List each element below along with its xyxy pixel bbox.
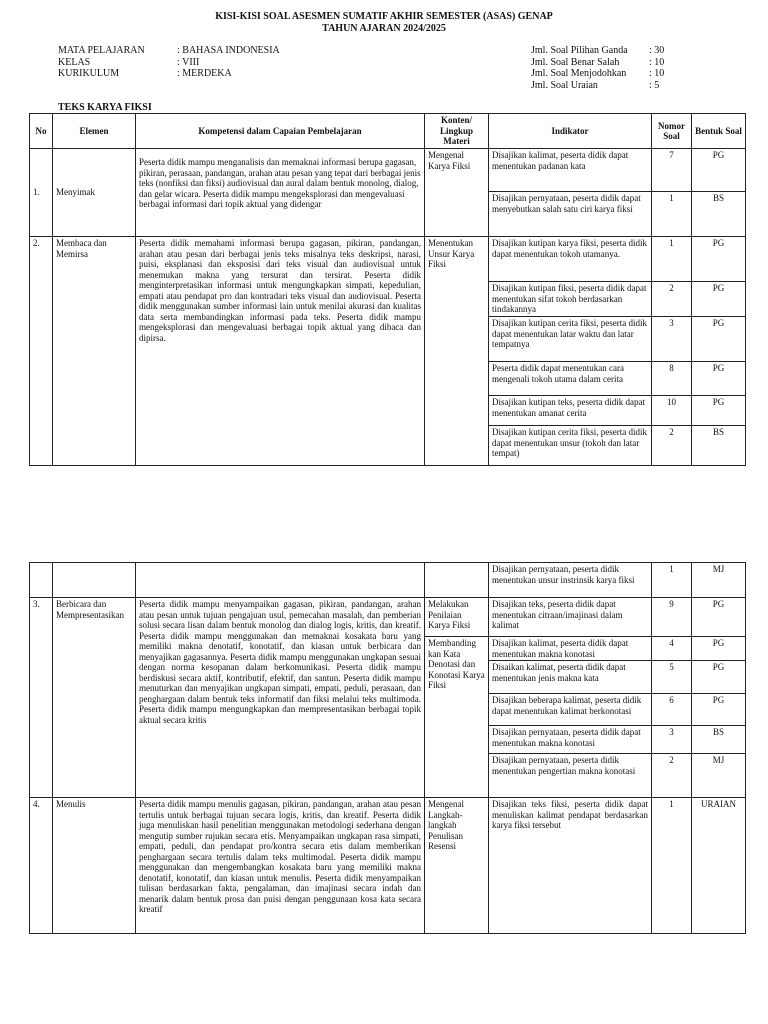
- indikator-cell: Disajikan teks fiksi, peserta didik dapat menuliskan kalimat pendapat berdasarkan karya fiksi tersebut: [489, 798, 652, 934]
- elemen-cell: [53, 563, 136, 598]
- info-value: : 10: [649, 56, 665, 68]
- bentuk-soal-cell: BS: [692, 426, 746, 466]
- kompetensi-cell: Peserta didik mampu menyampaikan gagasan, pikiran, pandangan, arahan atau pesan untuk tujuan pengajuan usul, pemecahan masalah, dan pemberian solusi secara lisan dalam bentuk monolog dan dialog logis, kritis, dan kreatif. Peserta didik mampu menggunakan dan memaknai kosakata baru yang memiliki makna denotatif, konotatif, dan kiasan untuk berbicara dan menyajikan gagasannya. Peserta didik mampu menggunakan ungkapan sesuai dengan norma kesopanan dalam berkomunikasi. Peserta didik mampu berdiskusi secara aktif, kontributif, efektif, dan santun. Peserta didik mampu menuturkan dan menyajikan ungkapan simpati, empati, peduli, perasaan, dan penghargaan dalam bentuk teks informatif dan fiksi melalui teks multimoda. Peserta didik mampu mengungkapkan dan mempresentasikan berbagai topik aktual secara kritis: [136, 598, 425, 798]
- row-number: 2.: [30, 237, 53, 466]
- row-number: 4.: [30, 798, 53, 934]
- bentuk-soal-cell: PG: [692, 661, 746, 694]
- table-row: [30, 798, 746, 934]
- col-header-kompetensi: Kompetensi dalam Capaian Pembelajaran: [136, 114, 425, 149]
- nomor-soal-cell: 2: [652, 426, 692, 466]
- nomor-soal-cell: 5: [652, 661, 692, 694]
- info-row: [531, 57, 664, 69]
- indikator-cell: Disajikan pernyataan, peserta didik dapat menentukan makna konotasi: [489, 726, 652, 754]
- section-title: TEKS KARYA FIKSI: [58, 102, 152, 113]
- indikator-cell: Disajikan kutipan karya fiksi, peserta didik dapat menentukan tokoh utamanya.: [489, 237, 652, 282]
- indikator-cell: Disajikan kutipan fiksi, peserta didik dapat menentukan sifat tokoh berdasarkan tindakannya: [489, 282, 652, 317]
- info-row: [58, 68, 280, 80]
- nomor-soal-cell: 7: [652, 149, 692, 192]
- indikator-cell: Peserta didik dapat menentukan cara mengenali tokoh utama dalam cerita: [489, 362, 652, 396]
- kompetensi-cell: [136, 563, 425, 598]
- bentuk-soal-cell: MJ: [692, 754, 746, 798]
- info-label: KELAS: [58, 56, 91, 68]
- nomor-soal-cell: 3: [652, 726, 692, 754]
- col-header-indikator: Indikator: [489, 114, 652, 149]
- table-row: [30, 237, 746, 282]
- indikator-cell: Disajikan beberapa kalimat, peserta didik dapat menentukan kalimat berkonotasi: [489, 694, 652, 726]
- info-row: [531, 45, 664, 57]
- konten-cell: Melakukan Penilaian Karya Fiksi: [425, 598, 489, 637]
- nomor-soal-cell: 3: [652, 317, 692, 362]
- info-label: KURIKULUM: [58, 68, 120, 79]
- col-header-konten: Konten/ Lingkup Materi: [425, 114, 489, 149]
- info-right: [531, 45, 664, 91]
- nomor-soal-cell: 1: [652, 192, 692, 237]
- indikator-cell: Disajikan pernyataan, peserta didik dapat menyebutkan salah satu ciri karya fiksi: [489, 192, 652, 237]
- info-row: [531, 80, 664, 92]
- col-header-no: No: [30, 114, 53, 149]
- elemen-cell: Membaca dan Memirsa: [53, 237, 136, 466]
- info-row: [531, 68, 664, 80]
- indikator-cell: Disajikan kutipan cerita fiksi, peserta didik dapat menentukan latar waktu dan latar tempatnya: [489, 317, 652, 362]
- bentuk-soal-cell: MJ: [692, 563, 746, 598]
- nomor-soal-cell: 2: [652, 754, 692, 798]
- kompetensi-cell: Peserta didik mampu menulis gagasan, pikiran, pandangan, arahan atau pesan tertulis untuk berbagai tujuan secara logis, kritis, dan kreatif. Peserta didik juga menuliskan hasil penelitian menggunakan metodologi sederhana dengan mengutip sumber rujukan secara etis. Menyampaikan ungkapan rasa simpati, empati, peduli, dan pendapat pro/kontra secara etis dalam memberikan penghargaan secara tertulis dalam teks multimodal. Peserta didik mampu menggunakan dan mengembangkan kosakata baru yang memiliki makna denotatif, konotatif, dan kiasan untuk menulis. Peserta didik menyampaikan tulisan berdasarkan fakta, pengalaman, dan imajinasi secara indah dan menarik dalam bentuk prosa dan puisi dengan penggunaan kosa kata secara kreatif: [136, 798, 425, 934]
- bentuk-soal-cell: PG: [692, 317, 746, 362]
- kompetensi-cell: Peserta didik mampu menganalisis dan memaknai informasi berupa gagasan, pikiran, perasaan, pandangan, arahan atau pesan yang tepat dari berbagai jenis teks (nonfiksi dan fiksi) audiovisual dan aural dalam bentuk monolog, dialog, dan gelar wicara. Peserta didik mampu mengeksplorasi dan mengevaluasi berbagai informasi dari topik aktual yang didengar: [136, 149, 425, 237]
- table-row: [30, 149, 746, 192]
- info-left: [58, 45, 280, 80]
- table-header-row: [30, 114, 746, 149]
- info-row: [58, 57, 280, 69]
- info-value: : BAHASA INDONESIA: [177, 45, 280, 56]
- indikator-cell: Disajikan kutipan cerita fiksi, peserta didik dapat menentukan unsur (tokoh dan latar tempat): [489, 426, 652, 466]
- nomor-soal-cell: 1: [652, 237, 692, 282]
- col-header-bentuk: Bentuk Soal: [692, 114, 746, 149]
- bentuk-soal-cell: PG: [692, 237, 746, 282]
- indikator-cell: Disajikan teks, peserta didik dapat menentukan citraan/imajinasi dalam kalimat: [489, 598, 652, 637]
- row-number: 1.: [30, 149, 53, 237]
- bentuk-soal-cell: BS: [692, 726, 746, 754]
- kompetensi-cell: Peserta didik memahami informasi berupa gagasan, pikiran, pandangan, arahan atau pesan dari berbagai jenis teks misalnya teks deskripsi, narasi, puisi, eksplanasi dan eksposisi dari teks visual dan audiovisual untuk menemukan makna yang tersurat dan tersirat. Peserta didik menginterpretasikan informasi untuk mengungkapkan simpati, kepedulian, empati atau pendapat pro dan kontradari teks visual dan audiovisual. Peserta didik menggunakan sumber informasi lain untuk menilai akurasi dan kualitas data serta membandingkan informasi pada teks. Peserta didik mampu mengeksplorasi dan mengevaluasi berbagai topik aktual yang dibaca dan dipirsa.: [136, 237, 425, 466]
- bentuk-soal-cell: PG: [692, 149, 746, 192]
- nomor-soal-cell: 8: [652, 362, 692, 396]
- elemen-cell: Menulis: [53, 798, 136, 934]
- konten-cell: Membanding kan Kata Denotasi dan Konotasi Karya Fiksi: [425, 637, 489, 798]
- nomor-soal-cell: 2: [652, 282, 692, 317]
- info-row: [58, 45, 280, 57]
- indikator-cell: Disajikan pernyataan, peserta didik menentukan unsur instrinsik karya fiksi: [489, 563, 652, 598]
- bentuk-soal-cell: PG: [692, 598, 746, 637]
- bentuk-soal-cell: PG: [692, 637, 746, 661]
- info-value: : 10: [649, 68, 665, 79]
- konten-cell: Mengenal Karya Fiksi: [425, 149, 489, 237]
- konten-cell: Mengenal Langkah-langkah Penulisan Resensi: [425, 798, 489, 934]
- info-value: : MERDEKA: [177, 68, 232, 79]
- nomor-soal-cell: 6: [652, 694, 692, 726]
- row-number: [30, 563, 53, 598]
- nomor-soal-cell: 4: [652, 637, 692, 661]
- konten-cell: Menentukan Unsur Karya Fiksi: [425, 237, 489, 466]
- kisi-table-2: [29, 562, 746, 934]
- nomor-soal-cell: 1: [652, 798, 692, 934]
- nomor-soal-cell: 10: [652, 396, 692, 426]
- col-header-elemen: Elemen: [53, 114, 136, 149]
- nomor-soal-cell: 9: [652, 598, 692, 637]
- info-label: Jml. Soal Uraian: [531, 79, 598, 91]
- bentuk-soal-cell: PG: [692, 396, 746, 426]
- col-header-nomor: Nomor Soal: [652, 114, 692, 149]
- elemen-cell: Menyimak: [53, 149, 136, 237]
- info-label: Jml. Soal Menjodohkan: [531, 68, 627, 79]
- indikator-cell: Disajikan pernyataan, peserta didik menentukan pengertian makna konotasi: [489, 754, 652, 798]
- info-value: : VIII: [177, 56, 200, 68]
- indikator-cell: Disajikan kalimat, peserta didik dapat menentukan makna konotasi: [489, 637, 652, 661]
- indikator-cell: Disaikan kalimat, peserta didik dapat menentukan jenis makna kata: [489, 661, 652, 694]
- bentuk-soal-cell: PG: [692, 694, 746, 726]
- row-number: 3.: [30, 598, 53, 798]
- indikator-cell: Disajikan kalimat, peserta didik dapat menentukan padanan kata: [489, 149, 652, 192]
- info-label: Jml. Soal Benar Salah: [531, 56, 620, 68]
- bentuk-soal-cell: URAIAN: [692, 798, 746, 934]
- table-row: [30, 563, 746, 598]
- document-subtitle: TAHUN AJARAN 2024/2025: [322, 23, 446, 34]
- document-title: KISI-KISI SOAL ASESMEN SUMATIF AKHIR SEMESTER (ASAS) GENAP: [215, 11, 553, 22]
- elemen-cell: Berbicara dan Mempresentasikan: [53, 598, 136, 798]
- info-value: : 30: [649, 45, 665, 56]
- table-row: [30, 598, 746, 637]
- bentuk-soal-cell: BS: [692, 192, 746, 237]
- info-label: Jml. Soal Pilihan Ganda: [531, 45, 628, 56]
- bentuk-soal-cell: PG: [692, 282, 746, 317]
- kisi-table-1: [29, 113, 746, 466]
- konten-cell: [425, 563, 489, 598]
- indikator-cell: Disajikan kutipan teks, peserta didik dapat menentukan amanat cerita: [489, 396, 652, 426]
- nomor-soal-cell: 1: [652, 563, 692, 598]
- info-value: : 5: [649, 79, 660, 91]
- bentuk-soal-cell: PG: [692, 362, 746, 396]
- info-label: MATA PELAJARAN: [58, 45, 145, 56]
